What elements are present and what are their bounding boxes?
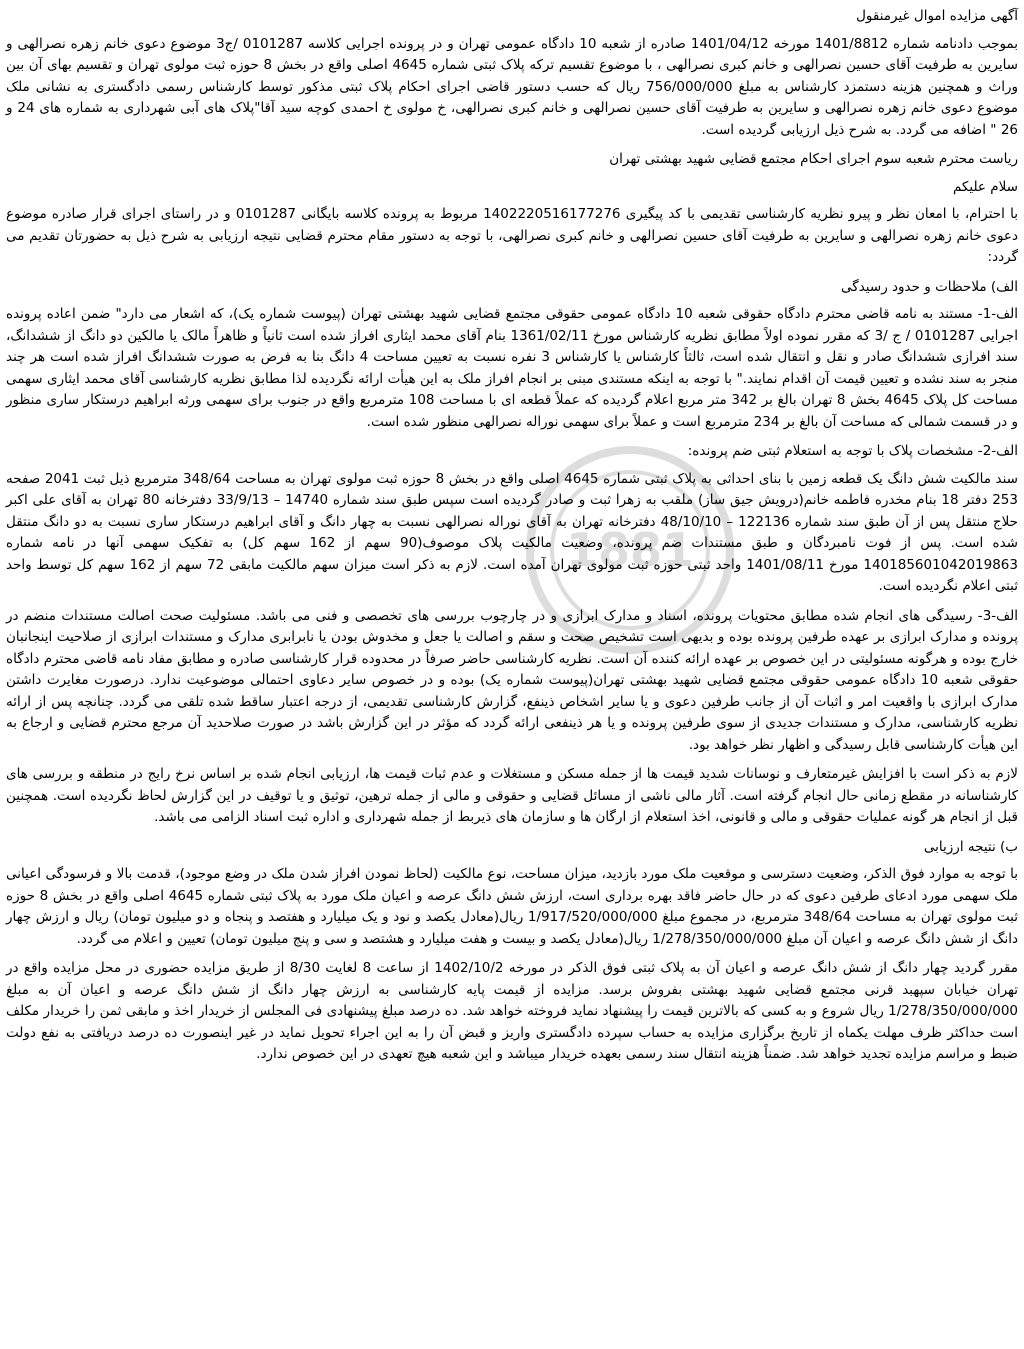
opening-paragraph: با احترام، با امعان نظر و پیرو نظریه کارشناسی تقدیمی با کد پیگیری 140222051617727‌6 مربوط به پرونده کلاسه بایگانی 0101287 و در راستای اجرای قرار صادره موضوع دعوی خانم زهره نصرالهی و سایرین به طرفیت آقای حسین نصرالهی و خانم کبری نصرالهی، با توجه به دستور مقام محترم قضایی نتیجه ارزیابی به شرح ذیل به حضورتان تقدیم می گردد: (6, 206, 1018, 265)
section-a-heading: الف) ملاحظات و حدود رسیدگی (841, 278, 1018, 295)
paragraph-a3: الف-3- رسیدگی های انجام شده مطابق محتویات پرونده، اسناد و مدارک ابرازی و در چارچوب بررسی های تخصصی و فنی می باشد. مسئولیت صحت اصالت مستندات منضم در پرونده و مدارک ابرازی بر عهده طرفین پرونده بوده و بدیهی است تشخیص صحت و سقم و اصالت یا جعل و مخدوش بودن یا نابرابری مدارک و مستندات ابرازی از صلاحیت اینجانبان خارج بوده و هرگونه مسئولیتی در این خصوص بر عهده ارائه کننده آن است. نظریه کارشناسی حاضر صرفاً در محدوده قرار کارشناسی صادره و مطابق مفاد نامه قاضی محترم دادگاه حقوقی شعبه 10 دادگاه عمومی حقوقی مجتمع قضایی شهید بهشتی تهران(پیوست شماره یک) بوده و در خصوص سایر دعاوی احتمالی موضوعیت ندارد. درصورت مغایرت داشتن مدارک ابرازی با واقعیت امر و اثبات آن از جانب طرفین دعوی و یا سایر اشخاص ذینفع، گزارش کارشناسی تقدیمی، از درجه اعتبار ساقط شده تلقی می گردد. چنانچه پس از ارائه نظریه کارشناسی، مدارک و مستندات جدیدی از سوی طرفین پرونده و یا هر ذینفعی ارائه گردد که مؤثر در این گزارش باشد در صورت صلاحدید آن مرجع محترم قضایی و ارجاع به این هیأت کارشناسی قابل رسیدگی و اظهار نظر خواهد بود. (6, 607, 1018, 753)
notice-title: آگهی مزایده اموال غیرمنقول (856, 8, 1018, 24)
paragraph-a1: الف-1- مستند به نامه قاضی محترم دادگاه حقوقی شعبه 10 دادگاه عمومی حقوقی مجتمع قضایی شهید بهشتی تهران (پیوست شماره یک)، که اشعار می دارد" ضمن اعاده پرونده اجرایی 0101287 / ج /3 که مقرر نموده اولاً مطابق نظریه کارشناس مورخ 1361/02/11 بنام آقای محمد ایثاری افراز شده است ثانیاً و ظاهراً مالک یا مالکین دو دانگ از ششدانگ، سند افرازی ششدانگ صادر و نقل و انتقال شده است، ثالثاً کارشناس یا کارشناس 3 نفره نسبت به تعیین مساحت 4 دانگ بنا به فرض به صورت ششدانگ افراز شده است هر چند منجر به سند نشده و تعیین قیمت آن اقدام نمایند." با توجه به اینکه مستندی مبنی بر انجام افراز ملک به این هیأت ارائه نگردیده لذا مطابق نظریه کارشناسی آقای محمد ایثاری سهمی مساحت کل پلاک 4645 بخش 8 تهران بالغ بر 342 متر مربع اعلام گردیده که عملاً قطعه ای با مساحت 108 مترمربع واقع در جنوب برای سهمی ورثه ابراهیم درستکار ساری منظور و در قسمت شمالی که مساحت آن بالغ بر 234 مترمربع است و عملاً برای سهمی نوراله نصرالهی منظور شده است. (6, 306, 1019, 430)
greeting-line: سلام علیکم (952, 178, 1018, 195)
seal-number: 1881 (565, 523, 695, 577)
market-note-paragraph: لازم به ذکر است با افزایش غیرمتعارف و نوسانات شدید قیمت ها از جمله مسکن و مستغلات و عدم ثبات قیمت ها، ارزیابی انجام شده بر اساس نرخ رایج در منطقه و بررسی های کارشناسانه در مقطع زمانی حال انجام گرفته است. آثار مالی ناشی از مسائل قضایی و حقوقی و مالی از جمله ترهین، توثیق و یا توقیف در این گزارش لحاظ نگردیده است. همچنین قبل از انجام هر گونه عملیات حقوقی و مالی و قانونی، اخذ استعلام از ارگان ها و سازمان های ذیربط از جمله شهرداری و اداره ثبت اسناد الزامی می باشد. (6, 766, 1018, 825)
paragraph-a2-heading: الف-2- مشخصات پلاک با توجه به استعلام ثبتی ضم پرونده: (687, 443, 1018, 459)
paragraph-a2: سند مالکیت شش دانگ یک قطعه زمین با بنای احداثی به پلاک ثبتی شماره 4645 اصلی واقع در بخش 8 حوزه ثبت مولوی تهران به مساحت 348/64 مترمربع ذیل ثبت 2041 صفحه 253 دفتر 18 بنام مخدره فاطمه خانم(درویش جیق ساز) ملقب به زهرا ثبت و صادر گردیده است سپس طبق سند شماره 14740 – 33/9/13 دفترخانه 80 تهران به آقای علی اکبر حلاج منتقل پس از آن طبق سند شماره 122136 – 48/10/10 دفترخانه تهران به آقای نوراله نصرالهی نسبت به چهار دانگ و آقای ابراهیم درستکار ساری نسبت به دو دانگ منتقل شده است. پس از فوت نامبردگان و طبق مستندات ضم پرونده، وضعیت مالکیت پلاک موصوف(90 سهم از 162 سهم کل) به تفکیک سهمی آنها در نامه شماره 14018560104201986‌3 مورخ 1401/08/11 واحد ثبتی حوزه ثبت مولوی تهران آمده است. لازم به ذکر است میزان سهم مالکیت مابقی 72 سهم از 162 سهم کل توسط واحد ثبتی اعلام نگردیده است. (6, 470, 1018, 594)
addressee-line: ریاست محترم شعبه سوم اجرای احکام مجتمع قضایی شهید بهشتی تهران (609, 151, 1018, 167)
intro-paragraph: بموجب دادنامه شماره 1401/8812 مورخه 1401/04/12 صادره از شعبه 10 دادگاه عمومی تهران و در پرونده اجرایی کلاسه 0101287 /ج3 موضوع دعوی خانم زهره نصرالهی و سایرین به طرفیت آقای حسین نصرالهی و خانم کبری نصرالهی ، با موضوع تقسیم ترکه پلاک ثبتی شماره 4645 اصلی واقع در بخش 8 حوزه ثبت مولوی تهران و تقسیم بهای آن بین وراث و همچنین هزینه دستمزد کارشناس به مبلغ 756/000/000 ریال که حسب دستور قاضی اجرای احکام پلاک ثبتی مذکور توسط کارشناس رسمی دادگستری به نشانی ملک موضوع دعوی خانم زهره نصرالهی و سایرین به طرفیت آقای حسین نصرالهی و خانم کبری نصرالهی، خ مولوی خ احمدی کوچه سید آقا"پلاک های آبی شهرداری به شماره های 24 و 26 " اضافه می گردد. به شرح ذیل ارزیابی گردیده است. (6, 35, 1019, 138)
valuation-result-paragraph: با توجه به موارد فوق الذکر، وضعیت دسترسی و موقعیت ملک مورد بازدید، میزان مساحت، نوع مالکیت (لحاظ نمودن افراز شدن ملک در وضع موجود)، قدمت بالا و فرسودگی اعیانی ملک سهمی مورد ادعای طرفین دعوی که در حال حاضر فاقد بهره برداری است، ارزش شش دانگ عرصه و اعیان ملک مورد به پلاک ثبتی شماره 4645 اصلی واقع در بخش 8 حوزه ثبت مولوی تهران به مساحت 348/64 مترمربع، در مجموع مبلغ 1/917/520/000/000 ریال(معادل یکصد و نود و یک میلیارد و هفتصد و پنجاه و دو میلیون تومان) ریال و ارزش چهار دانگ از شش دانگ عرصه و اعیان آن مبلغ 1/278/350/000/000 ریال(معادل یکصد و بیست و هفت میلیارد و هشتصد و سی و پنج میلیون تومان) تعیین و اعلام می گردد. (6, 866, 1019, 947)
auction-terms-paragraph: مقرر گردید چهار دانگ از شش دانگ عرصه و اعیان آن به پلاک ثبتی فوق الذکر در مورخه 1402/10/2 از ساعت 8 لغایت 8/30 از طریق مزایده حضوری در محل مزایده واقع در تهران خیابان سپهبد قرنی مجتمع قضایی شهید بهشتی بفروش برسد. مزایده از قیمت پایه کارشناسی به ارزش چهار دانگ از شش دانگ عرصه و اعیان آن به مبلغ 1/278/350/000/000 ریال شروع و به کسی که بالاترین قیمت را پیشنهاد نماید فروخته خواهد شد. ده درصد مبلغ پیشنهادی فی المجلس از خریدار اخذ و مابقی ثمن را خریدار مکلف است حداکثر ظرف مهلت یکماه از تاریخ برگزاری مزایده به حساب سپرده دادگستری واریز و قبض آن را به این اجراء تحویل نماید در غیر اینصورت ده درصد دریافتی به نفع دولت ضبط و مراسم مزایده تجدید خواهد شد. ضمناً هزینه انتقال سند رسمی بعهده خریدار میباشد و این شعبه هیچ تعهدی در این خصوص ندارد. (6, 960, 1018, 1062)
section-b-heading: ب) نتیجه ارزیابی (923, 838, 1018, 855)
